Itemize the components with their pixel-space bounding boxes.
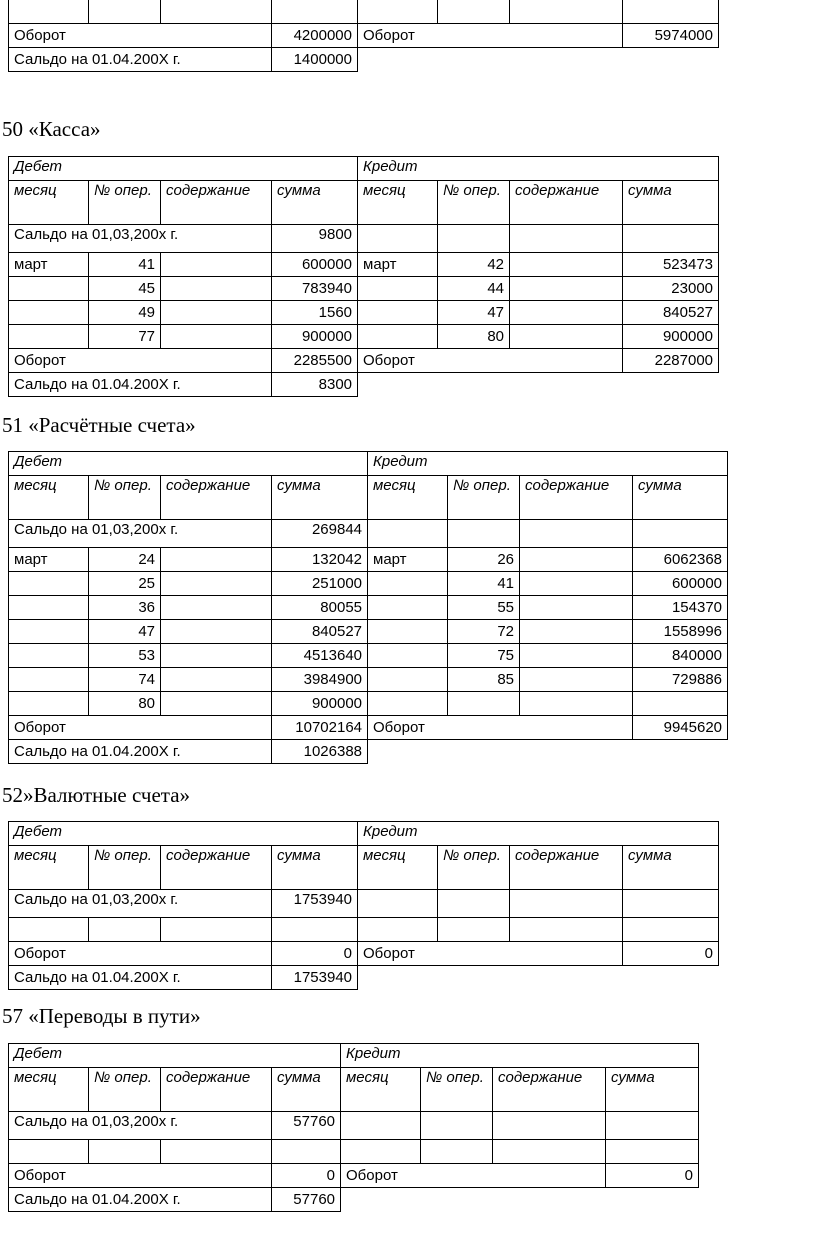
side-header-row [9, 157, 719, 181]
credit-op: 47 [438, 301, 510, 325]
credit-sum: 523473 [623, 253, 719, 277]
opening-balance-row [9, 890, 719, 918]
debit-sum-header: сумма [272, 476, 368, 520]
debit-month-header: месяц [9, 846, 89, 890]
credit-month: март [368, 548, 448, 572]
ledger-table-51 [8, 451, 728, 764]
debit-op-header: № опер. [89, 476, 161, 520]
debit-turnover-label: Оборот [9, 1164, 272, 1188]
debit-op: 45 [89, 277, 161, 301]
credit-month-header: месяц [358, 846, 438, 890]
closing-balance-label: Сальдо на 01.04.200Х г. [9, 373, 272, 397]
debit-sum: 4513640 [272, 644, 368, 668]
table-row [9, 692, 728, 716]
closing-balance-value: 57760 [272, 1188, 341, 1212]
debit-header: Дебет [9, 157, 358, 181]
credit-turnover-label: Оборот [358, 24, 623, 48]
debit-op: 25 [89, 572, 161, 596]
account-52-heading: 52»Валютные счета» [2, 783, 191, 807]
debit-sum: 900000 [272, 692, 368, 716]
debit-month-header: месяц [9, 1068, 89, 1112]
opening-balance-value: 1753940 [272, 890, 358, 918]
table-row [9, 277, 719, 301]
opening-balance-label: Сальдо на 01,03,200х г. [9, 225, 272, 253]
debit-op: 36 [89, 596, 161, 620]
credit-turnover-value: 0 [606, 1164, 699, 1188]
ledger-table-57 [8, 1043, 699, 1212]
credit-turnover-value: 9945620 [633, 716, 728, 740]
credit-op: 44 [438, 277, 510, 301]
debit-op: 49 [89, 301, 161, 325]
column-header-row [9, 181, 719, 225]
closing-balance-row [9, 373, 719, 397]
turnover-row [9, 716, 728, 740]
closing-balance-value: 1753940 [272, 966, 358, 990]
debit-op: 80 [89, 692, 161, 716]
debit-sum: 3984900 [272, 668, 368, 692]
credit-sum: 6062368 [633, 548, 728, 572]
debit-turnover-label: Оборот [9, 349, 272, 373]
side-header-row [9, 1044, 699, 1068]
table-row [9, 325, 719, 349]
table-row [9, 572, 728, 596]
debit-month: март [9, 253, 89, 277]
credit-op-header: № опер. [438, 846, 510, 890]
credit-month-header: месяц [358, 181, 438, 225]
table-row [9, 253, 719, 277]
opening-balance-value: 57760 [272, 1112, 341, 1140]
credit-op: 85 [448, 668, 520, 692]
table-row [9, 644, 728, 668]
ledger-table-52 [8, 821, 719, 990]
credit-content-header: содержание [510, 846, 623, 890]
closing-balance-label: Сальдо на 01.04.200Х г. [9, 966, 272, 990]
opening-balance-label: Сальдо на 01,03,200х г. [9, 520, 272, 548]
debit-sum: 80055 [272, 596, 368, 620]
debit-op-header: № опер. [89, 846, 161, 890]
debit-sum: 600000 [272, 253, 358, 277]
empty-row [9, 1140, 699, 1164]
empty-row [9, 0, 719, 24]
opening-balance-label: Сальдо на 01,03,200х г. [9, 1112, 272, 1140]
debit-turnover-label: Оборот [9, 24, 272, 48]
debit-month-header: месяц [9, 476, 89, 520]
account-51-heading: 51 «Расчётные счета» [2, 413, 196, 437]
debit-sum: 900000 [272, 325, 358, 349]
turnover-row [9, 24, 719, 48]
closing-balance-value: 8300 [272, 373, 358, 397]
debit-op-header: № опер. [89, 1068, 161, 1112]
table-row [9, 548, 728, 572]
credit-month: март [358, 253, 438, 277]
credit-sum: 729886 [633, 668, 728, 692]
ledger-table-50 [8, 156, 719, 397]
debit-sum: 840527 [272, 620, 368, 644]
credit-sum: 1558996 [633, 620, 728, 644]
column-header-row [9, 1068, 699, 1112]
closing-balance-row [9, 48, 719, 72]
opening-balance-row [9, 1112, 699, 1140]
credit-op [448, 692, 520, 716]
empty-row [9, 918, 719, 942]
closing-balance-value: 1400000 [272, 48, 358, 72]
debit-content-header: содержание [161, 476, 272, 520]
credit-sum: 154370 [633, 596, 728, 620]
debit-sum-header: сумма [272, 1068, 341, 1112]
credit-header: Кредит [358, 822, 719, 846]
credit-sum-header: сумма [623, 846, 719, 890]
debit-content-header: содержание [161, 1068, 272, 1112]
credit-op: 26 [448, 548, 520, 572]
credit-op: 55 [448, 596, 520, 620]
account-57-heading: 57 «Переводы в пути» [2, 1004, 201, 1028]
credit-op-header: № опер. [448, 476, 520, 520]
credit-sum: 840000 [633, 644, 728, 668]
debit-op: 41 [89, 253, 161, 277]
credit-content-header: содержание [510, 181, 623, 225]
debit-month-header: месяц [9, 181, 89, 225]
credit-sum-header: сумма [623, 181, 719, 225]
credit-turnover-value: 5974000 [623, 24, 719, 48]
debit-header: Дебет [9, 822, 358, 846]
credit-sum: 840527 [623, 301, 719, 325]
closing-balance-label: Сальдо на 01.04.200Х г. [9, 740, 272, 764]
closing-balance-value: 1026388 [272, 740, 368, 764]
opening-balance-row [9, 520, 728, 548]
debit-sum: 1560 [272, 301, 358, 325]
debit-sum-header: сумма [272, 181, 358, 225]
debit-sum-header: сумма [272, 846, 358, 890]
table-row [9, 301, 719, 325]
credit-month-header: месяц [341, 1068, 421, 1112]
opening-balance-value: 269844 [272, 520, 368, 548]
credit-op: 80 [438, 325, 510, 349]
credit-op-header: № опер. [421, 1068, 493, 1112]
credit-sum-header: сумма [606, 1068, 699, 1112]
credit-op: 75 [448, 644, 520, 668]
turnover-row [9, 942, 719, 966]
debit-op-header: № опер. [89, 181, 161, 225]
credit-turnover-label: Оборот [358, 942, 623, 966]
turnover-row [9, 1164, 699, 1188]
table-row [9, 668, 728, 692]
credit-op: 72 [448, 620, 520, 644]
opening-balance-row [9, 225, 719, 253]
credit-turnover-value: 0 [623, 942, 719, 966]
table-row [9, 620, 728, 644]
debit-op: 47 [89, 620, 161, 644]
debit-header: Дебет [9, 1044, 341, 1068]
credit-turnover-value: 2287000 [623, 349, 719, 373]
credit-content-header: содержание [520, 476, 633, 520]
turnover-row [9, 349, 719, 373]
column-header-row [9, 846, 719, 890]
credit-turnover-label: Оборот [368, 716, 633, 740]
debit-sum: 251000 [272, 572, 368, 596]
closing-balance-row [9, 966, 719, 990]
debit-op: 53 [89, 644, 161, 668]
credit-header: Кредит [358, 157, 719, 181]
ledger-table-previous [8, 0, 719, 72]
closing-balance-row [9, 1188, 699, 1212]
credit-header: Кредит [341, 1044, 699, 1068]
table-row [9, 596, 728, 620]
debit-sum: 132042 [272, 548, 368, 572]
debit-turnover-label: Оборот [9, 942, 272, 966]
debit-turnover-value: 4200000 [272, 24, 358, 48]
debit-month: март [9, 548, 89, 572]
credit-op: 42 [438, 253, 510, 277]
debit-content-header: содержание [161, 181, 272, 225]
credit-content-header: содержание [493, 1068, 606, 1112]
debit-op: 24 [89, 548, 161, 572]
credit-op: 41 [448, 572, 520, 596]
debit-header: Дебет [9, 452, 368, 476]
credit-sum [633, 692, 728, 716]
closing-balance-label: Сальдо на 01.04.200Х г. [9, 1188, 272, 1212]
debit-turnover-value: 2285500 [272, 349, 358, 373]
debit-op: 74 [89, 668, 161, 692]
debit-turnover-value: 0 [272, 1164, 341, 1188]
side-header-row [9, 452, 728, 476]
debit-turnover-value: 0 [272, 942, 358, 966]
credit-turnover-label: Оборот [358, 349, 623, 373]
closing-balance-label: Сальдо на 01.04.200Х г. [9, 48, 272, 72]
closing-balance-row [9, 740, 728, 764]
credit-sum: 600000 [633, 572, 728, 596]
side-header-row [9, 822, 719, 846]
opening-balance-label: Сальдо на 01,03,200х г. [9, 890, 272, 918]
opening-balance-value: 9800 [272, 225, 358, 253]
debit-content-header: содержание [161, 846, 272, 890]
debit-turnover-value: 10702164 [272, 716, 368, 740]
credit-sum: 23000 [623, 277, 719, 301]
credit-sum: 900000 [623, 325, 719, 349]
credit-sum-header: сумма [633, 476, 728, 520]
debit-turnover-label: Оборот [9, 716, 272, 740]
column-header-row [9, 476, 728, 520]
debit-sum: 783940 [272, 277, 358, 301]
account-50-heading: 50 «Касса» [2, 117, 101, 141]
credit-month-header: месяц [368, 476, 448, 520]
credit-header: Кредит [368, 452, 728, 476]
credit-turnover-label: Оборот [341, 1164, 606, 1188]
credit-op-header: № опер. [438, 181, 510, 225]
debit-op: 77 [89, 325, 161, 349]
